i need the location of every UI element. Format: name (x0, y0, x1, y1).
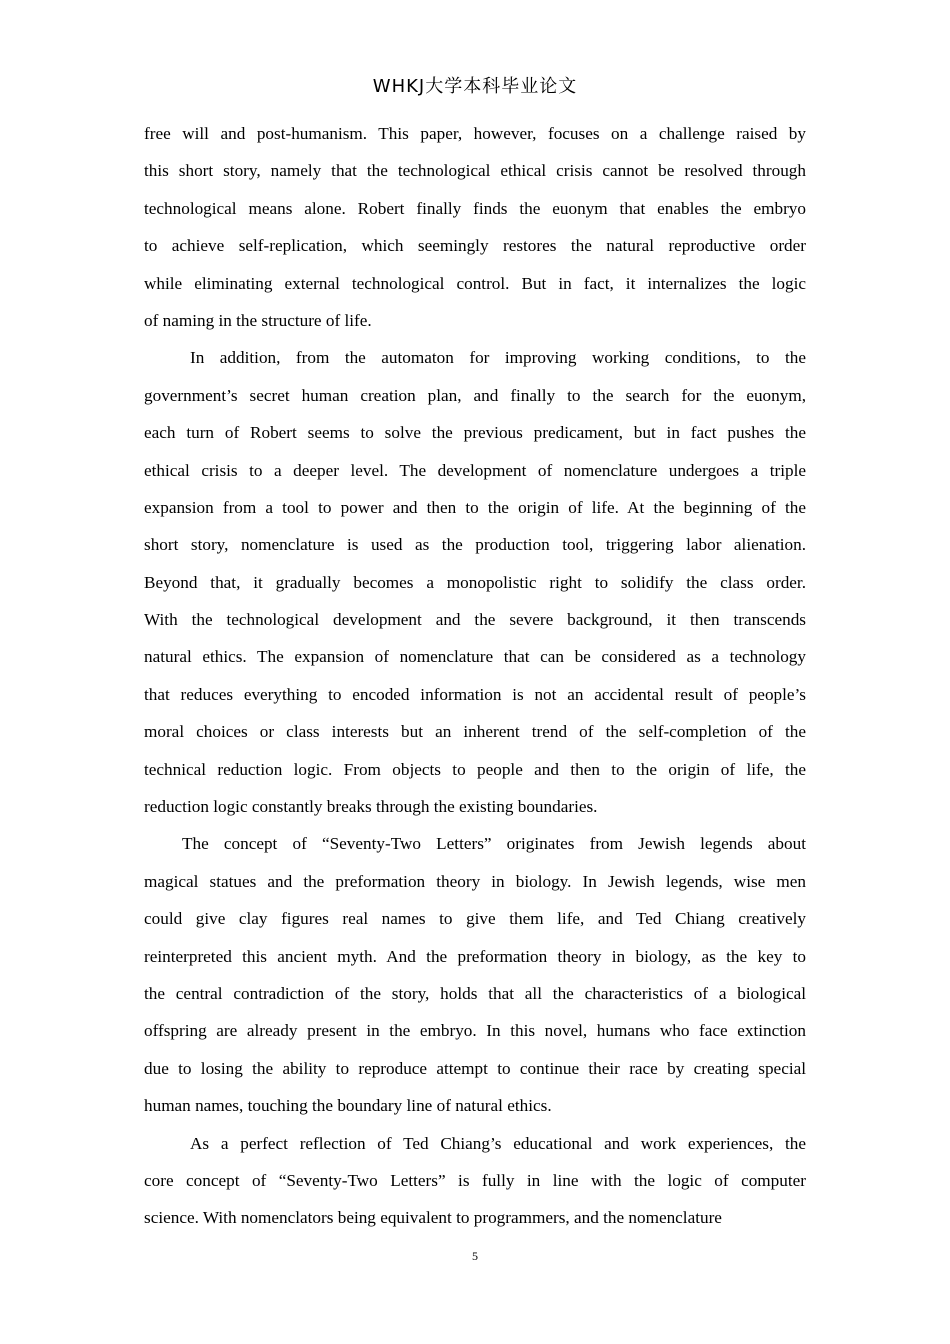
text-line: Beyond that, it gradually becomes a monopolistic right to solidify the class order. (144, 572, 806, 592)
body-text (144, 115, 806, 1237)
text-line: ethical crisis to a deeper level. The development of nomenclature undergoes a triple (144, 460, 806, 480)
text-line: In addition, from the automaton for improving working conditions, to the (190, 348, 806, 368)
text-line: expansion from a tool to power and then to the origin of life. At the beginning of the (144, 497, 806, 517)
text-line: human names, touching the boundary line of natural ethics. (144, 1096, 552, 1116)
paragraph (144, 825, 806, 1124)
header-title: WHKJ大学本科毕业论文 (372, 76, 578, 97)
text-line: that reduces everything to encoded information is not an accidental result of people’s (144, 684, 806, 704)
text-line: while eliminating external technological control. But in fact, it internalizes the logic (144, 273, 806, 293)
text-line: technical reduction logic. From objects to people and then to the origin of life, the (144, 759, 806, 779)
text-line: science. With nomenclators being equivalent to programmers, and the nomenclature (144, 1208, 722, 1228)
text-line: short story, nomenclature is used as the production tool, triggering labor alienation. (144, 535, 806, 555)
text-line: The concept of “Seventy-Two Letters” originates from Jewish legends about (182, 834, 806, 854)
paragraph (144, 115, 806, 339)
paragraph (144, 339, 806, 825)
text-line: due to losing the ability to reproduce attempt to continue their race by creating special (144, 1058, 806, 1078)
text-line: to achieve self-replication, which seemingly restores the natural reproductive order (144, 236, 806, 256)
text-line: reinterpreted this ancient myth. And the preformation theory in biology, as the key to (144, 946, 806, 966)
text-line: could give clay figures real names to give them life, and Ted Chiang creatively (144, 909, 806, 929)
text-line: each turn of Robert seems to solve the previous predicament, but in fact pushes the (144, 423, 806, 443)
text-line: natural ethics. The expansion of nomenclature that can be considered as a technology (144, 647, 806, 667)
text-line: of naming in the structure of life. (144, 310, 372, 330)
text-line: technological means alone. Robert finally finds the euonym that enables the embryo (144, 198, 806, 218)
paragraph (144, 1125, 806, 1237)
text-line: free will and post-humanism. This paper, however, focuses on a challenge raised by (144, 124, 806, 143)
page-header (0, 74, 950, 100)
text-line: this short story, namely that the technological ethical crisis cannot be resolved through (144, 161, 806, 181)
text-line: magical statues and the preformation theory in biology. In Jewish legends, wise men (144, 871, 806, 891)
text-line: With the technological development and the severe background, it then transcends (144, 610, 806, 630)
page-number (0, 1248, 950, 1264)
text-line: the central contradiction of the story, holds that all the characteristics of a biological (144, 983, 806, 1003)
text-line: moral choices or class interests but an inherent trend of the self-completion of the (144, 722, 806, 742)
text-line: government’s secret human creation plan, and finally to the search for the euonym, (144, 385, 806, 405)
text-line: offspring are already present in the embryo. In this novel, humans who face extinction (144, 1021, 806, 1041)
text-line: As a perfect reflection of Ted Chiang’s educational and work experiences, the (190, 1133, 806, 1153)
page-number-label: 5 (472, 1249, 478, 1263)
text-line: core concept of “Seventy-Two Letters” is fully in line with the logic of computer (144, 1170, 806, 1190)
text-line: reduction logic constantly breaks through the existing boundaries. (144, 797, 598, 817)
